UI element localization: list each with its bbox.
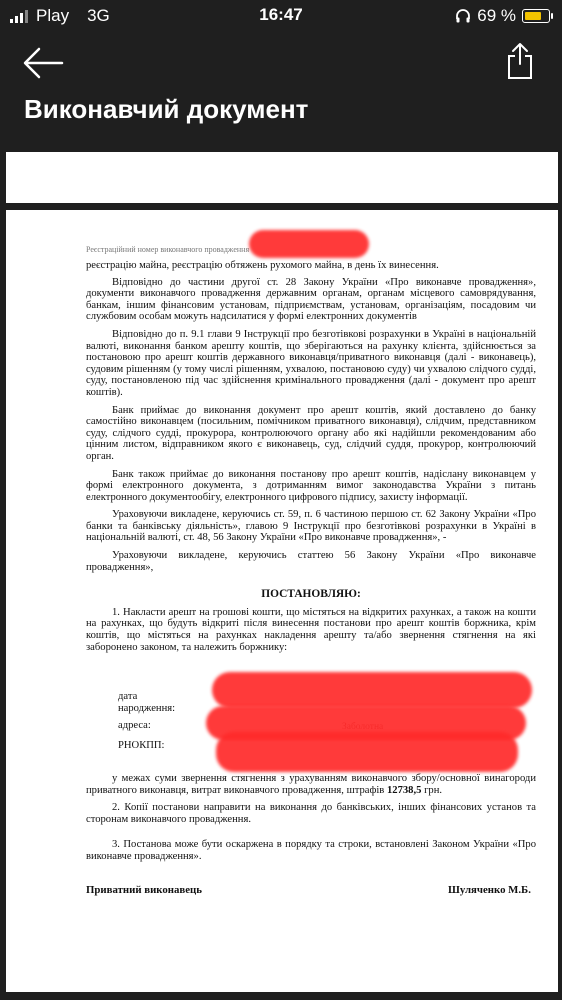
paragraph-7: 1. Накласти арешт на грошові кошти, що містяться на відкритих рахунках, а також на кошти на рахунках, що будуть відкриті після винесення постанови про арешт коштів боржника, крім коштів, що містяться на рахунках накладення арешту та/або звернення стягнення на які заборонено законом, та належить боржнику:: [86, 606, 536, 653]
paragraph-1: Відповідно до частини другої ст. 28 Закону України «Про виконавче провадження», документи виконавчого провадження державним органам, органам місцевого самоврядування, банкам, іншим фінансовим установам, підприємствам, установам, організаціям, посадовим чи службовим особам можуть надсилатися у формі електронних документів: [86, 276, 536, 323]
field-dob-label: дата: [118, 691, 138, 702]
document-body: [86, 260, 536, 653]
headphones-icon: [455, 8, 471, 24]
back-arrow-icon[interactable]: [22, 46, 64, 80]
share-icon[interactable]: [506, 42, 534, 80]
signature-name: Шуляченко М.Б.: [448, 884, 531, 896]
paragraph-8: у межах суми звернення стягнення з урахуванням виконавчого збору/основної винагороди приватного виконавця, витрат виконавчого провадження, штрафів 12738,5 грн.: [86, 773, 536, 796]
redaction-mark: [249, 230, 369, 258]
status-bar: [0, 0, 562, 32]
clock: 16:47: [259, 5, 303, 24]
registration-number-label: Реєстраційний номер виконавчого провадження: [86, 245, 250, 254]
document-body-2: [86, 773, 536, 863]
network-type: 3G: [87, 6, 110, 25]
resolution-heading: ПОСТАНОВЛЯЮ:: [261, 588, 361, 601]
battery-icon: [522, 9, 550, 23]
penalty-amount: 12738,5: [386, 784, 422, 796]
paragraph-0: реєстрацію майна, реєстрацію обтяжень рухомого майна, в день їх винесення.: [86, 260, 439, 271]
page-title: Виконавчий документ: [24, 94, 309, 124]
paragraph-6: Ураховуючи викладене, керуючись статтею 56 Закону України «Про виконавче провадження»,: [86, 550, 536, 573]
status-right: [455, 6, 550, 26]
document-page-1: [6, 152, 558, 203]
carrier-name: Play: [36, 6, 70, 25]
paragraph-10: 3. Постанова може бути оскаржена в порядку та строки, встановлені Законом України «Про виконавче провадження».: [86, 839, 536, 862]
field-rnokpp-label: РНОКПП:: [118, 740, 165, 751]
signature-role: Приватний виконавець: [86, 884, 202, 896]
redaction-mark: [216, 732, 518, 772]
paragraph-5: Ураховуючи викладене, керуючись ст. 59, п. 6 частиною першою ст. 62 Закону України «Про банки та банківську діяльність», главою 9 Інструкції про безготівкові розрахунки в Україні в національній валюті, ст. 48, 56 Закону України «Про виконавче провадження», -: [86, 509, 536, 544]
paragraph-2: Відповідно до п. 9.1 глави 9 Інструкції про безготівкові розрахунки в Україні в національній валюті, виконання банком арешту коштів, що зберігаються на рахунку клієнта, здійснюється за постановою про арешт коштів державного виконавця/приватного виконавця (далі - виконавець), судовим рішенням (у тому числі рішенням, ухвалою, постановою суду) чи ухвалою слідчого судді, суду, постановленою під час здійснення кримінального провадження (далі - документ про арешт коштів).: [86, 328, 536, 398]
battery-percent: 69 %: [477, 6, 516, 25]
paragraph-4: Банк також приймає до виконання постанову про арешт коштів, надіслану виконавцем у формі електронного документа, з дотриманням вимог законодавства України з питань електронного документообігу, електронного цифрового підпису, захисту інформації.: [86, 468, 536, 503]
field-dob-label-2: народження:: [118, 703, 176, 714]
paragraph-3: Банк приймає до виконання документ про арешт коштів, який доставлено до банку самостійно виконавцем (посильним, помічником приватного виконавця), слідчим, представником суду, слідчого судді, прокурора, контролюючого органу або які надійшли рекомендованим або цінним листом, відправником якого є виконавець, суд, слідчий суддя, прокурор, контролюючий орган.: [86, 404, 536, 462]
redaction-mark: [212, 672, 532, 708]
document-page-2[interactable]: [6, 210, 558, 992]
field-address-label: адреса:: [118, 720, 151, 731]
paragraph-9: 2. Копії постанови направити на виконання до банківських, інших фінансових установ та сторонам виконавчого провадження.: [86, 802, 536, 825]
nav-bar: [0, 32, 562, 144]
